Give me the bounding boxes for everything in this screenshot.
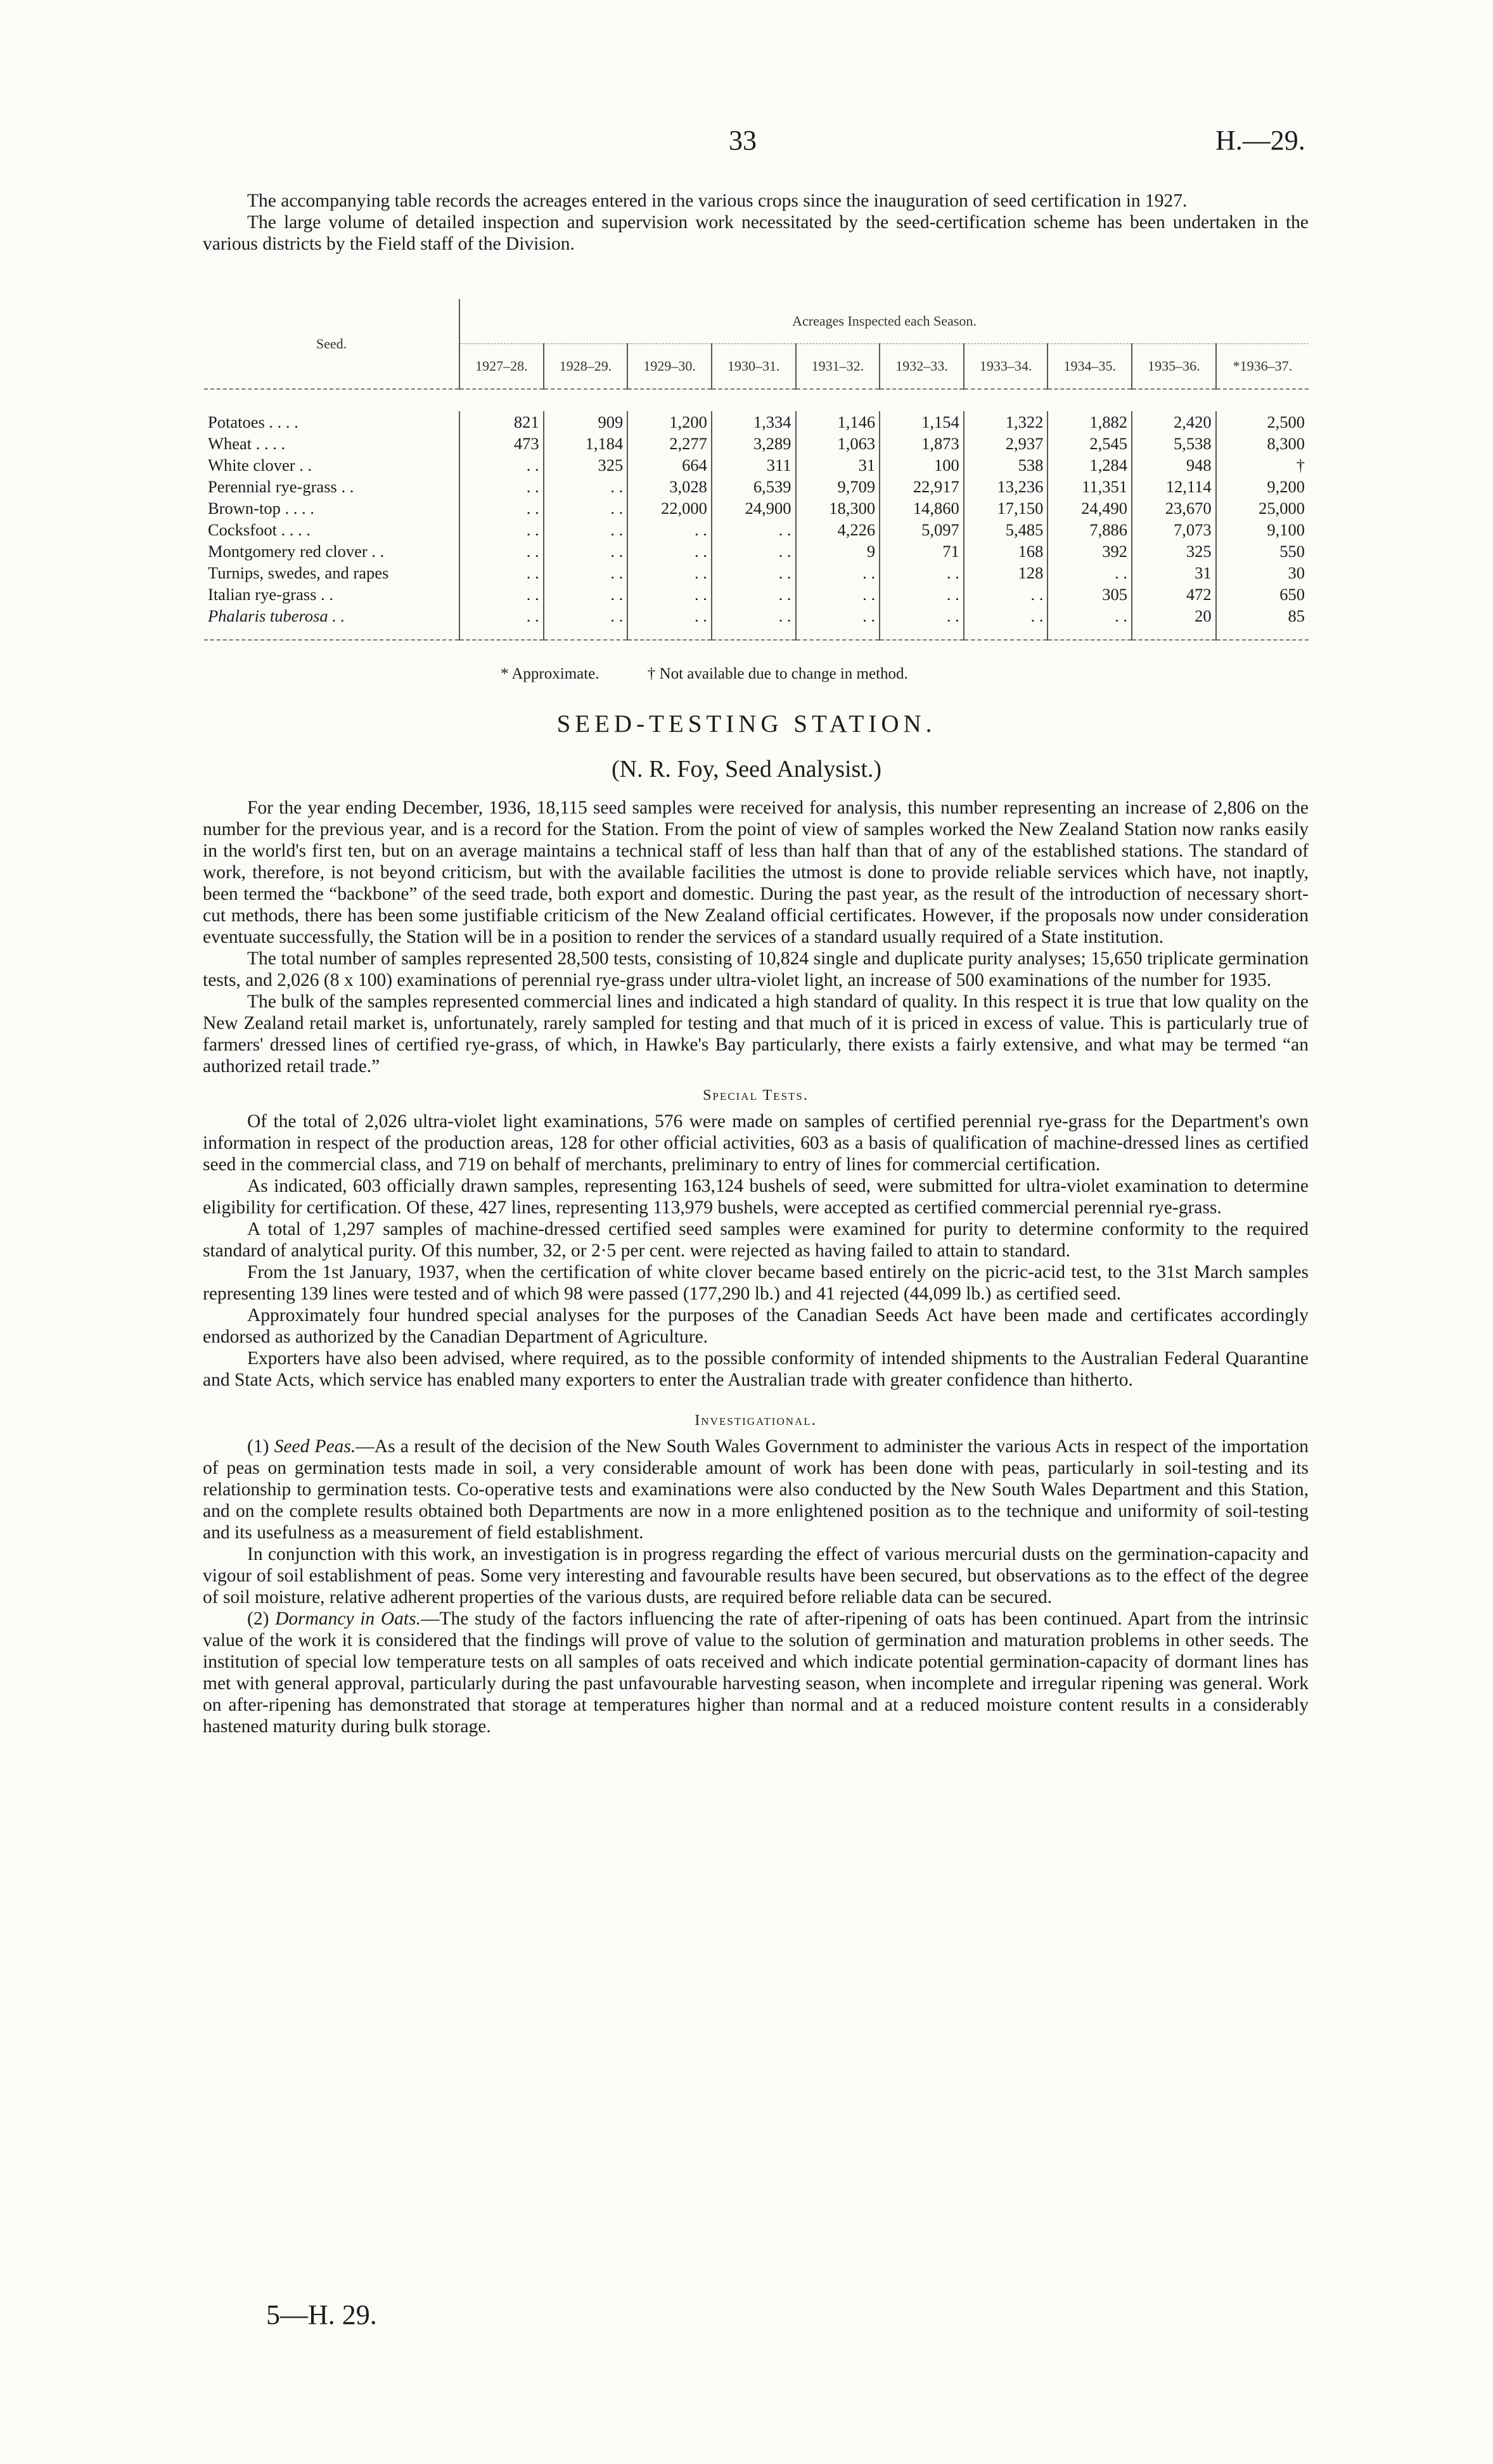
acreage-cell: 5,485 <box>964 519 1048 540</box>
acreage-cell: . . <box>544 540 628 562</box>
acreage-cell: 25,000 <box>1216 497 1309 519</box>
acreage-cell: 31 <box>1132 562 1216 584</box>
acreage-cell: 18,300 <box>796 497 880 519</box>
table-row <box>204 411 1309 433</box>
acreage-cell: 5,538 <box>1132 433 1216 454</box>
acreage-cell: . . <box>459 476 544 497</box>
paragraph: The bulk of the samples represented commercial lines and indicated a high standard of quality. In this respect it is true that low quality on the New Zealand retail market is, unfortunately, rarely sampled for testing and that much of it is priced in excess of value. This is particularly true of farmers' dressed lines of certified rye-grass, of which, in Hawke's Bay particularly, there exists a fairly extensive, and what may be termed “an authorized retail trade.” <box>203 992 1309 1076</box>
acreage-cell: . . <box>796 562 880 584</box>
acreage-cell: . . <box>544 562 628 584</box>
acreage-cell: 31 <box>796 454 880 476</box>
acreage-cell: 6,539 <box>712 476 796 497</box>
acreage-cell: . . <box>712 584 796 605</box>
season-header: *1936–37. <box>1216 344 1309 390</box>
table-row <box>204 540 1309 562</box>
paragraph: Of the total of 2,026 ultra-violet light examinations, 576 were made on samples of certified perennial rye-grass for the Department's own information in respect of the production areas, 128 for other official activities, 603 as a basis of qualification of machine-dressed lines as certified seed in the commercial class, and 719 on behalf of merchants, preliminary to entry of lines for commercial certification. <box>203 1111 1309 1175</box>
special-tests-heading: Special Tests. <box>703 1087 809 1104</box>
season-header: 1934–35. <box>1048 344 1132 390</box>
table-row <box>204 433 1309 454</box>
acreage-cell: 664 <box>627 454 712 476</box>
seed-name: Montgomery red clover . . <box>208 542 385 561</box>
table-row <box>204 454 1309 476</box>
footer-reference: 5—H. 29. <box>266 2299 377 2330</box>
acreage-cell: 4,226 <box>796 519 880 540</box>
table-row <box>204 584 1309 605</box>
season-header: 1930–31. <box>712 344 796 390</box>
intro-paragraph: The large volume of detailed inspection and supervision work necessitated by the seed-certification scheme has been undertaken in the various districts by the Field staff of the Division. <box>203 212 1309 254</box>
acreage-cell: 12,114 <box>1132 476 1216 497</box>
acreage-cell: 128 <box>964 562 1048 584</box>
acreage-cell: 1,334 <box>712 411 796 433</box>
acreage-cell: . . <box>964 584 1048 605</box>
acreage-cell: 1,154 <box>880 411 964 433</box>
footnote-method: † Not available due to change in method. <box>647 665 908 682</box>
section-byline: (N. R. Foy, Seed Analysist.) <box>611 756 882 782</box>
acreage-cell: . . <box>459 519 544 540</box>
acreage-cell: 30 <box>1216 562 1309 584</box>
paragraph: A total of 1,297 samples of machine-dressed certified seed samples were examined for purity to determine conformity to the required standard of analytical purity. Of this number, 32, or 2·5 per cent. were rejected as having failed to attain to standard. <box>203 1219 1309 1261</box>
footnote-approximate: * Approximate. <box>501 665 599 682</box>
intro-text <box>203 190 1309 255</box>
acreage-cell: . . <box>459 454 544 476</box>
acreage-cell: 11,351 <box>1048 476 1132 497</box>
seed-name: Cocksfoot . . . . <box>208 520 311 539</box>
acreage-cell: 1,063 <box>796 433 880 454</box>
acreage-cell: . . <box>796 605 880 640</box>
acreage-cell: 71 <box>880 540 964 562</box>
paragraph: For the year ending December, 1936, 18,115 seed samples were received for analysis, this number representing an increase of 2,806 on the number for the previous year, and is a record for the Station. From the point of view of samples worked the New Zealand Station now ranks easily in the world's first ten, but on an average maintains a technical staff of less than half than that of any of the established stations. The standard of work, therefore, is not beyond criticism, but with the available facilities the utmost is done to provide reliable services which have, not inaptly, been termed the “backbone” of the seed trade, both export and domestic. During the past year, as the result of the introduction of necessary short-cut methods, there has been some justifiable criticism of the New Zealand official certificates. However, if the proposals now under consideration eventuate successfully, the Station will be in a position to render the services of a standard usually required of a State institution. <box>203 798 1309 947</box>
acreage-cell: . . <box>712 562 796 584</box>
seed-name: Perennial rye-grass . . <box>208 477 354 496</box>
acreage-cell: 7,886 <box>1048 519 1132 540</box>
acreage-cell: 650 <box>1216 584 1309 605</box>
acreage-cell: . . <box>627 519 712 540</box>
acreage-cell: 1,322 <box>964 411 1048 433</box>
item-text: —The study of the factors influencing the rate of after-ripening of oats has been continued. Apart from the intrinsic value of the work it is considered that the findings will prove of value to the solution of germination and maturation problems in other seeds. The institution of special low temperature tests on all samples of oats received and which indicate potential germination-capacity of dormant lines has met with general approval, particularly during the past unfavourable harvesting season, when incomplete and irregular ripening was general. Work on after-ripening has demonstrated that storage at temperatures higher than normal and at a reduced moisture content results in a considerably hastened maturity during bulk storage. <box>203 1609 1309 1737</box>
seed-name: Turnips, swedes, and rapes <box>208 563 389 582</box>
acreage-cell: . . <box>459 497 544 519</box>
acreage-cell: 2,545 <box>1048 433 1132 454</box>
acreage-cell: 5,097 <box>880 519 964 540</box>
table-footnotes <box>501 665 952 683</box>
acreage-cell: 538 <box>964 454 1048 476</box>
acreage-cell: 1,200 <box>627 411 712 433</box>
paragraph: As indicated, 603 officially drawn samples, representing 163,124 bushels of seed, were submitted for ultra-violet examination to determine eligibility for certification. Of these, 427 lines, representing 113,979 bushels, were accepted as certified commercial perennial rye-grass. <box>203 1176 1309 1218</box>
report-reference: H.—29. <box>1215 125 1305 156</box>
acreage-cell: 948 <box>1132 454 1216 476</box>
table-body <box>204 389 1309 640</box>
acreage-cell: 22,917 <box>880 476 964 497</box>
paragraph: Exporters have also been advised, where required, as to the possible conformity of intended shipments to the Australian Federal Quarantine and State Acts, which service has enabled many exporters to enter the Australian trade with greater confidence than hitherto. <box>203 1348 1309 1390</box>
section-title: SEED-TESTING STATION. <box>556 710 937 737</box>
acreage-cell: 2,500 <box>1216 411 1309 433</box>
acreage-cell: 85 <box>1216 605 1309 640</box>
acreage-cell: . . <box>627 540 712 562</box>
acreage-cell: 550 <box>1216 540 1309 562</box>
acreage-cell: 311 <box>712 454 796 476</box>
acreage-cell: 7,073 <box>1132 519 1216 540</box>
acreage-cell: 8,300 <box>1216 433 1309 454</box>
acreage-cell: . . <box>880 562 964 584</box>
acreage-cell: 1,146 <box>796 411 880 433</box>
acreage-cell: 23,670 <box>1132 497 1216 519</box>
acreage-cell: . . <box>544 519 628 540</box>
acreage-cell: . . <box>712 519 796 540</box>
acreage-cell: . . <box>880 584 964 605</box>
item-label: (2) <box>247 1609 276 1629</box>
seed-name: Potatoes . . . . <box>208 412 298 431</box>
season-header: 1927–28. <box>459 344 544 390</box>
season-header: 1935–36. <box>1132 344 1216 390</box>
table-row <box>204 562 1309 584</box>
seed-name: Italian rye-grass . . <box>208 585 333 604</box>
season-header: 1931–32. <box>796 344 880 390</box>
spacer-row <box>204 389 1309 411</box>
acreage-cell: . . <box>544 476 628 497</box>
acreage-cell: 909 <box>544 411 628 433</box>
acreage-cell: 1,184 <box>544 433 628 454</box>
acreage-table <box>204 299 1309 641</box>
acreage-cell: 305 <box>1048 584 1132 605</box>
acreage-cell: . . <box>627 584 712 605</box>
acreage-cell: . . <box>880 605 964 640</box>
body-text <box>203 797 1309 1737</box>
acreage-cell: 9,100 <box>1216 519 1309 540</box>
season-header: 1932–33. <box>880 344 964 390</box>
acreage-cell: 473 <box>459 433 544 454</box>
table-row <box>204 519 1309 540</box>
acreage-cell: . . <box>544 584 628 605</box>
acreage-cell: . . <box>796 584 880 605</box>
paragraph: In conjunction with this work, an investigation is in progress regarding the effect of various mercurial dusts on the germination-capacity and vigour of soil establishment of peas. Some very interesting and favourable results have been secured, but observations as to the effect of the degree of soil moisture, relative adherent properties of the various dusts, are required before reliable data can be secured. <box>203 1544 1309 1607</box>
table-row <box>204 497 1309 519</box>
acreage-cell: 14,860 <box>880 497 964 519</box>
acreage-cell: . . <box>459 584 544 605</box>
acreage-cell: 392 <box>1048 540 1132 562</box>
paragraph: Approximately four hundred special analyses for the purposes of the Canadian Seeds Act have been made and certificates accordingly endorsed as authorized by the Canadian Department of Agriculture. <box>203 1305 1309 1347</box>
acreage-cell: . . <box>964 605 1048 640</box>
table-row <box>204 476 1309 497</box>
acreage-cell: 325 <box>1132 540 1216 562</box>
acreage-cell: † <box>1216 454 1309 476</box>
acreage-cell: 13,236 <box>964 476 1048 497</box>
acreage-cell: 168 <box>964 540 1048 562</box>
acreage-cell: . . <box>544 605 628 640</box>
acreage-cell: 2,937 <box>964 433 1048 454</box>
item-title: Seed Peas. <box>274 1436 356 1457</box>
acreage-cell: 24,900 <box>712 497 796 519</box>
acreage-cell: 821 <box>459 411 544 433</box>
acreage-cell: 1,882 <box>1048 411 1132 433</box>
acreage-cell: . . <box>712 605 796 640</box>
paragraph-seed-peas <box>203 1436 1309 1543</box>
acreage-cell: . . <box>1048 605 1132 640</box>
acreage-cell: 1,873 <box>880 433 964 454</box>
investigational-heading: Investigational. <box>695 1412 817 1429</box>
season-header: 1929–30. <box>627 344 712 390</box>
table-row <box>204 605 1309 640</box>
season-header: 1928–29. <box>544 344 628 390</box>
acreage-cell: . . <box>712 540 796 562</box>
seed-name: Brown-top . . . . <box>208 499 314 518</box>
acreage-cell: 9,200 <box>1216 476 1309 497</box>
item-title: Dormancy in Oats. <box>275 1609 421 1629</box>
acreage-cell: 3,289 <box>712 433 796 454</box>
acreage-cell: . . <box>1048 562 1132 584</box>
acreage-cell: 1,284 <box>1048 454 1132 476</box>
acreage-cell: . . <box>459 562 544 584</box>
acreage-cell: 2,277 <box>627 433 712 454</box>
acreage-cell: 472 <box>1132 584 1216 605</box>
acreage-cell: 20 <box>1132 605 1216 640</box>
seed-name: Wheat . . . . <box>208 434 286 453</box>
acreage-cell: 17,150 <box>964 497 1048 519</box>
acreage-cell: . . <box>459 540 544 562</box>
item-label: (1) <box>247 1436 274 1457</box>
acreage-cell: 9,709 <box>796 476 880 497</box>
acreage-cell: 100 <box>880 454 964 476</box>
seed-column-header: Seed. <box>316 335 347 352</box>
acreage-cell: 9 <box>796 540 880 562</box>
season-header: 1933–34. <box>964 344 1048 390</box>
intro-paragraph: The accompanying table records the acreages entered in the various crops since the inauguration of seed certification in 1927. <box>247 191 1188 211</box>
acreage-cell: . . <box>544 497 628 519</box>
acreage-cell: 325 <box>544 454 628 476</box>
item-text: —As a result of the decision of the New South Wales Government to administer the various Acts in respect of the importation of peas on germination tests made in soil, a very considerable amount of work has been done with peas, particularly in soil-testing and its relationship to germination tests. Co-operative tests and examinations were also conducted by the New South Wales Department and this Station, and on the complete results obtained both Departments are now in a more enlightened position as to the technique and uniformity of soil-testing and its usefulness as a measurement of field establishment. <box>203 1436 1309 1543</box>
acreage-cell: . . <box>627 562 712 584</box>
seed-name: Phalaris tuberosa . . <box>208 606 345 625</box>
acreage-cell: 3,028 <box>627 476 712 497</box>
acreage-cell: 24,490 <box>1048 497 1132 519</box>
paragraph: The total number of samples represented 28,500 tests, consisting of 10,824 single and duplicate purity analyses; 15,650 triplicate germination tests, and 2,026 (8 x 100) examinations of perennial rye-grass under ultra-violet light, an increase of 500 examinations of the number for 1935. <box>203 948 1309 990</box>
spacer-cell <box>204 389 1309 411</box>
acreage-cell: . . <box>627 605 712 640</box>
acreage-cell: 2,420 <box>1132 411 1216 433</box>
page-number: 33 <box>729 125 757 156</box>
acreage-group-header: Acreages Inspected each Season. <box>459 299 1309 344</box>
paragraph-dormancy-oats <box>203 1608 1309 1737</box>
seed-name: White clover . . <box>208 456 312 475</box>
acreage-cell: . . <box>459 605 544 640</box>
paragraph: From the 1st January, 1937, when the certification of white clover became based entirely on the picric-acid test, to the 31st March samples representing 139 lines were tested and of which 98 were passed (177,290 lb.) and 41 rejected (44,099 lb.) as certified seed. <box>203 1262 1309 1304</box>
acreage-cell: 22,000 <box>627 497 712 519</box>
